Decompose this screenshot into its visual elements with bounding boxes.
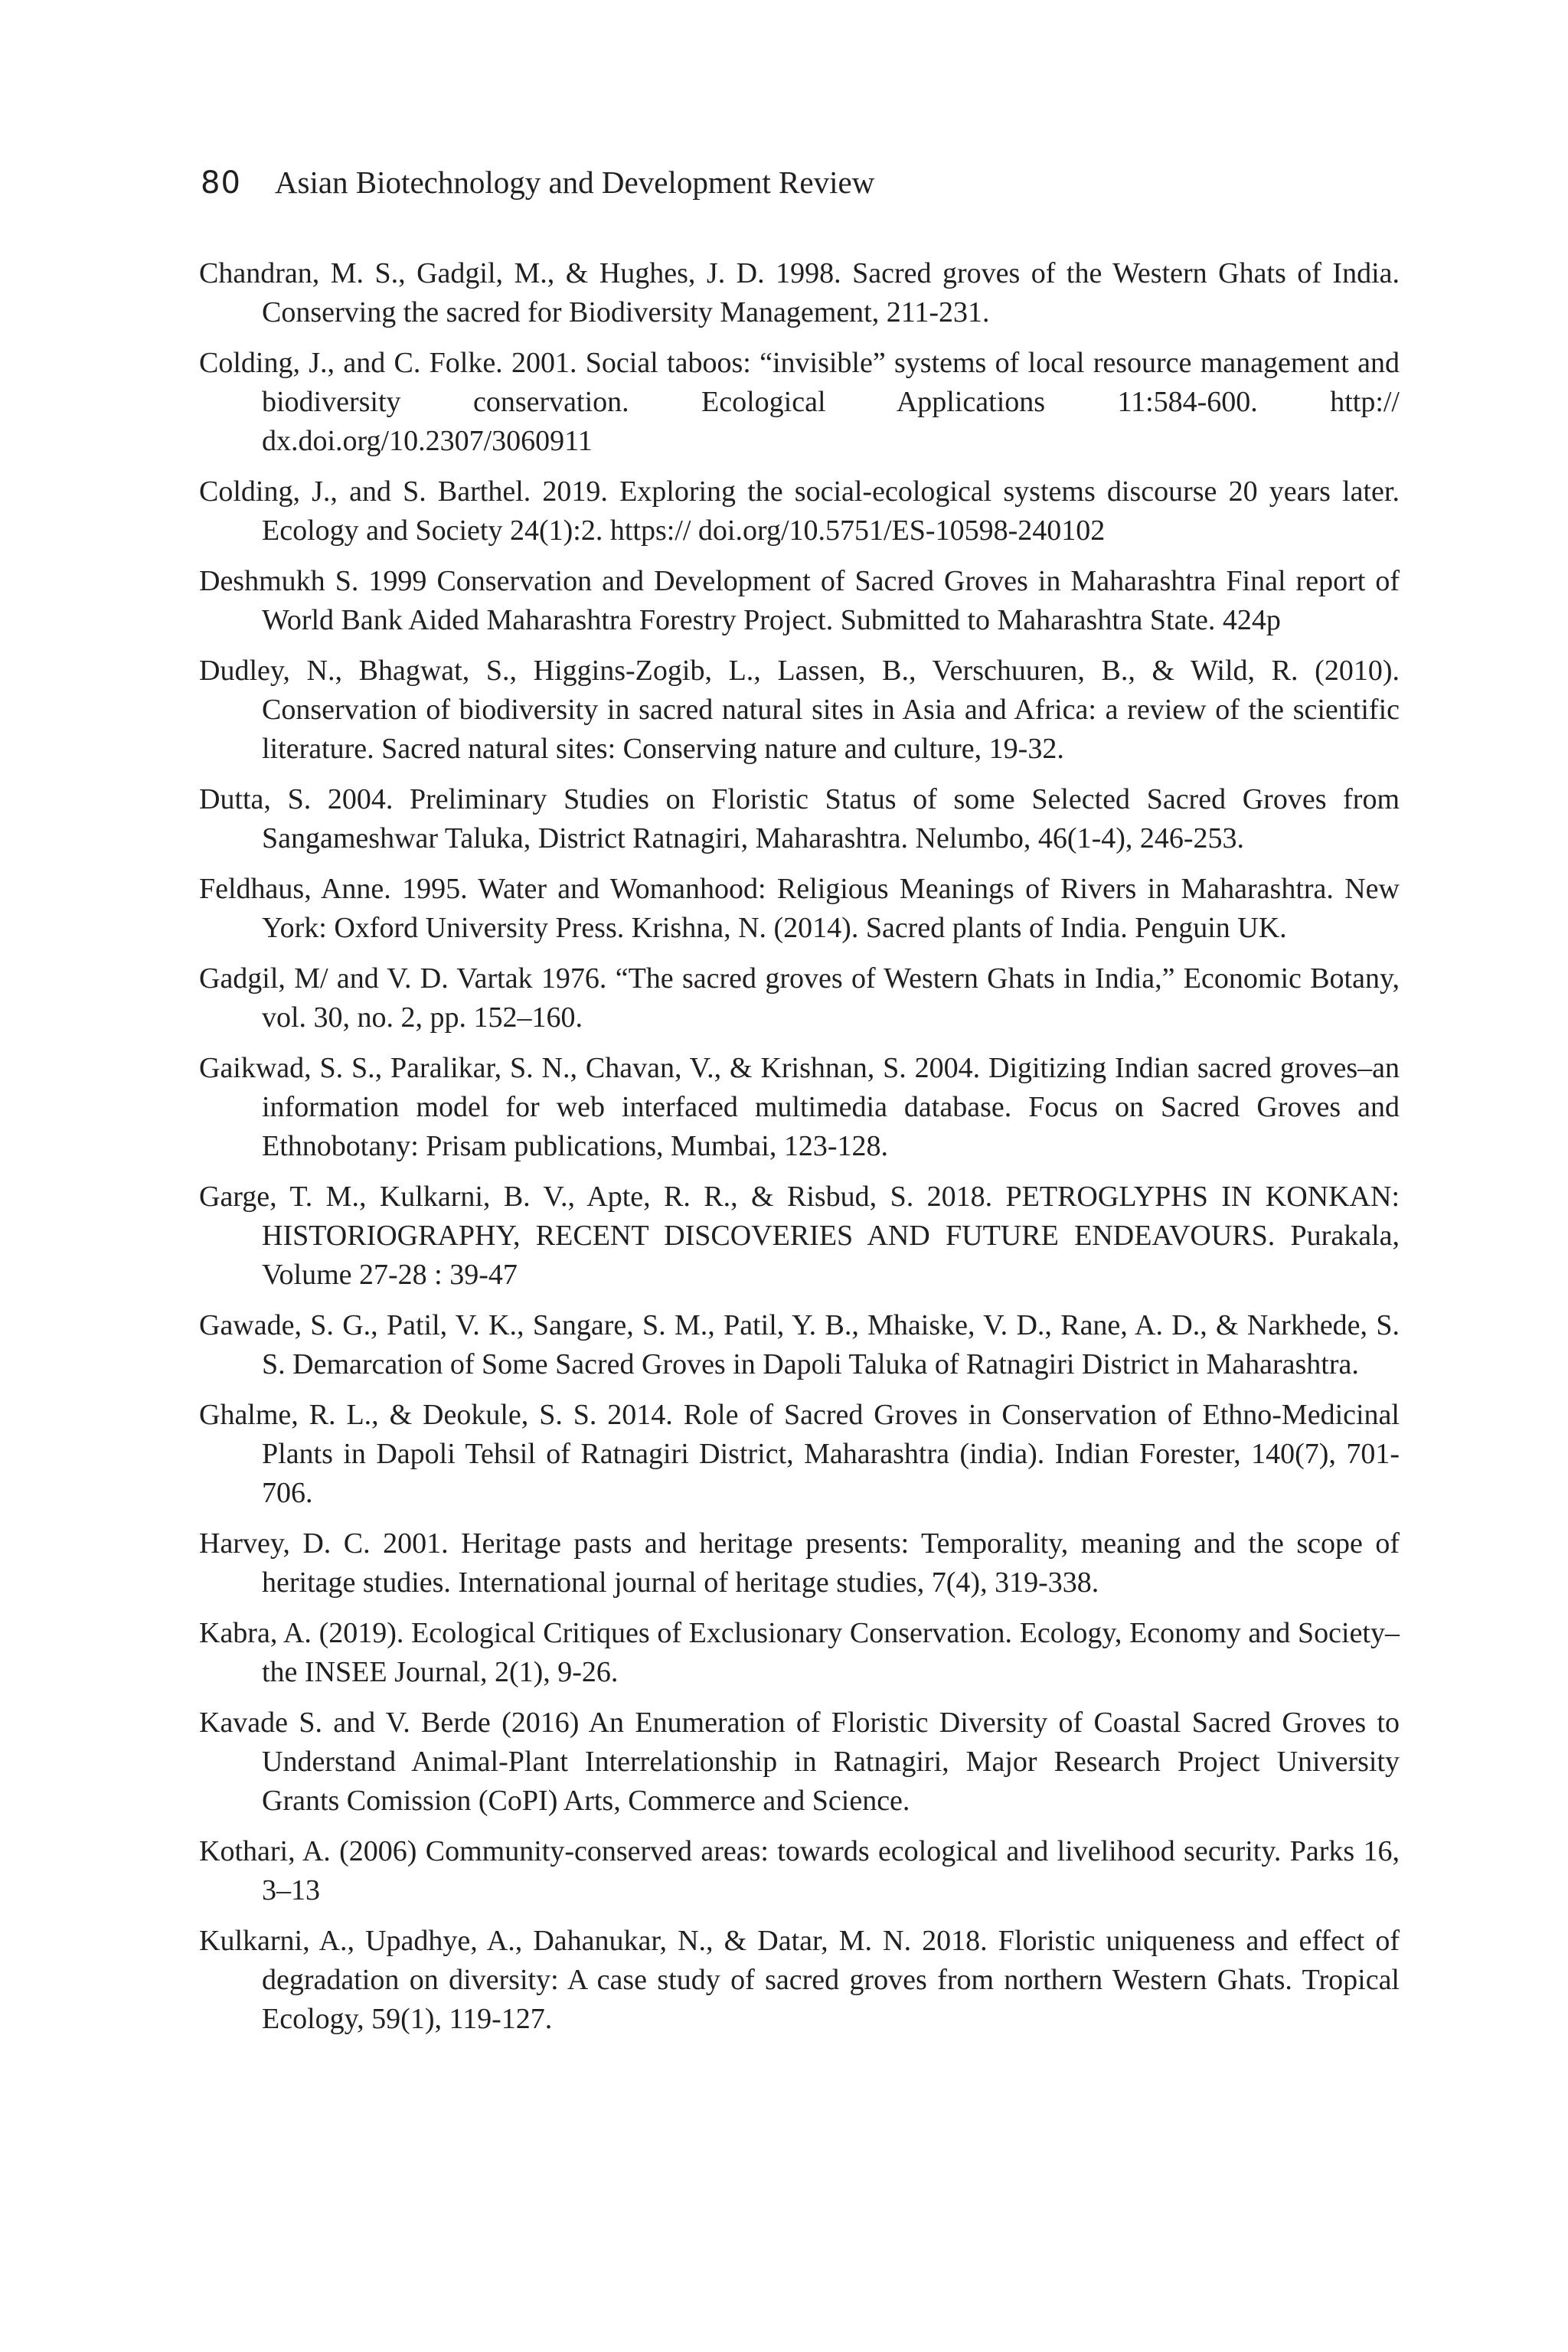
running-header — [201, 164, 874, 210]
reference-entry: Feldhaus, Anne. 1995. Water and Womanhood: Religious Meanings of Rivers in Maharashtra. New York: Oxford University Press. Krishna, N. (2014). Sacred plants of India. Penguin UK. — [199, 873, 1400, 944]
reference-entry: Deshmukh S. 1999 Conservation and Development of Sacred Groves in Maharashtra Final report of World Bank Aided Maharashtra Forestry Project. Submitted to Maharashtra State. 424p — [199, 565, 1400, 636]
reference-entry: Kothari, A. (2006) Community-conserved areas: towards ecological and livelihood security. Parks 16, 3–13 — [199, 1835, 1400, 1906]
reference-entry: Colding, J., and S. Barthel. 2019. Exploring the social-ecological systems discourse 20 years later. Ecology and Society 24(1):2. https:// doi.org/10.5751/ES-10598-240102 — [199, 475, 1400, 547]
reference-entry: Kulkarni, A., Upadhye, A., Dahanukar, N., & Datar, M. N. 2018. Floristic uniqueness and effect of degradation on diversity: A case study of sacred groves from northern Western Ghats. Tropical Ecology, 59(1), 119-127. — [199, 1925, 1400, 2035]
reference-entry: Kavade S. and V. Berde (2016) An Enumeration of Floristic Diversity of Coastal Sacred Groves to Understand Animal-Plant Interrelationship in Ratnagiri, Major Research Project University Grants Comission (CoPI) Arts, Commerce and Science. — [199, 1707, 1400, 1817]
reference-entry: Dudley, N., Bhagwat, S., Higgins-Zogib, L., Lassen, B., Verschuuren, B., & Wild, R. (2010). Conservation of biodiversity in sacred natural sites in Asia and Africa: a review of the scientific literature. Sacred natural sites: Conserving nature and culture, 19-32. — [199, 655, 1400, 765]
reference-entry: Harvey, D. C. 2001. Heritage pasts and heritage presents: Temporality, meaning and the scope of heritage studies. International journal of heritage studies, 7(4), 319-338. — [199, 1527, 1400, 1599]
reference-entry: Gadgil, M/ and V. D. Vartak 1976. “The sacred groves of Western Ghats in India,” Economic Botany, vol. 30, no. 2, pp. 152–160. — [199, 962, 1400, 1034]
reference-entry: Gawade, S. G., Patil, V. K., Sangare, S. M., Patil, Y. B., Mhaiske, V. D., Rane, A. D., & Narkhede, S. S. Demarcation of Some Sacred Groves in Dapoli Taluka of Ratnagiri District in Maharashtra. — [199, 1309, 1400, 1380]
reference-entry: Gaikwad, S. S., Paralikar, S. N., Chavan, V., & Krishnan, S. 2004. Digitizing Indian sacred groves–an information model for web interfaced multimedia database. Focus on Sacred Groves and Ethnobotany: Prisam publications, Mumbai, 123-128. — [199, 1052, 1400, 1162]
reference-entry: Chandran, M. S., Gadgil, M., & Hughes, J. D. 1998. Sacred groves of the Western Ghats of India. Conserving the sacred for Biodiversity Management, 211-231. — [199, 257, 1400, 328]
reference-entry: Colding, J., and C. Folke. 2001. Social taboos: “invisible” systems of local resource management and biodiversity conservation. Ecological Applications 11:584-600. http:// dx.doi.org/10.2307/3060911 — [199, 347, 1400, 457]
page-number: 80 — [201, 165, 241, 201]
reference-entry: Ghalme, R. L., & Deokule, S. S. 2014. Role of Sacred Groves in Conservation of Ethno-Medicinal Plants in Dapoli Tehsil of Ratnagiri District, Maharashtra (india). Indian Forester, 140(7), 701-706. — [199, 1399, 1400, 1509]
reference-list — [199, 254, 1400, 2050]
journal-title: Asian Biotechnology and Development Review — [274, 165, 875, 200]
reference-entry: Garge, T. M., Kulkarni, B. V., Apte, R. R., & Risbud, S. 2018. PETROGLYPHS IN KONKAN: HISTORIOGRAPHY, RECENT DISCOVERIES AND FUTURE ENDEAVOURS. Purakala, Volume 27-28 : 39-47 — [199, 1181, 1400, 1291]
reference-entry: Kabra, A. (2019). Ecological Critiques of Exclusionary Conservation. Ecology, Economy and Society–the INSEE Journal, 2(1), 9-26. — [199, 1617, 1400, 1688]
reference-entry: Dutta, S. 2004. Preliminary Studies on Floristic Status of some Selected Sacred Groves from Sangameshwar Taluka, District Ratnagiri, Maharashtra. Nelumbo, 46(1-4), 246-253. — [199, 783, 1400, 854]
